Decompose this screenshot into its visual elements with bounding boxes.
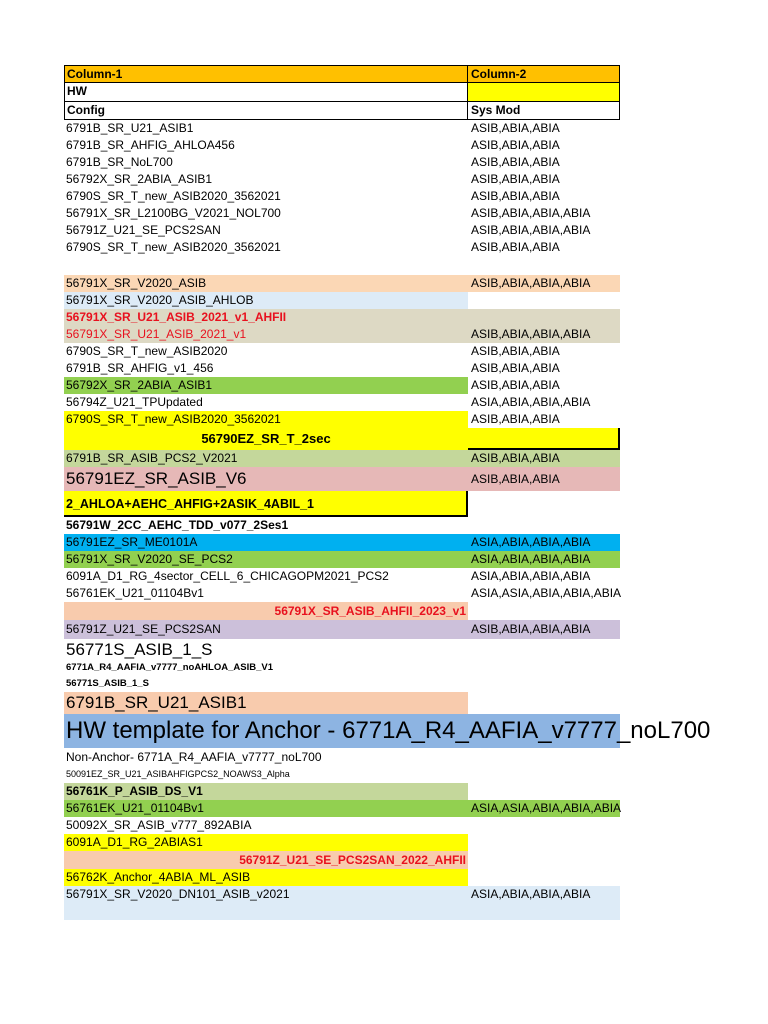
table-row: [64, 360, 620, 377]
column-2-header[interactable]: Column-2: [468, 65, 620, 83]
table-row: [64, 205, 620, 222]
config-cell[interactable]: 6791B_SR_U21_ASIB1: [64, 692, 468, 714]
sysmod-cell[interactable]: [468, 748, 620, 766]
table-row: [64, 602, 620, 620]
table-row: [64, 783, 620, 800]
sysmod-cell[interactable]: [468, 517, 620, 534]
sysmod-cell[interactable]: [468, 309, 620, 326]
sysmod-cell[interactable]: ASIB,ABIA,ABIA: [471, 138, 560, 152]
sysmod-cell[interactable]: [468, 692, 620, 714]
sysmod-cell[interactable]: [468, 256, 620, 275]
sysmod-cell[interactable]: ASIA,ASIA,ABIA,ABIA,ABIA: [468, 800, 620, 817]
table-row: [64, 639, 620, 660]
config-cell[interactable]: 2_AHLOA+AEHC_AHFIG+2ASIK_4ABIL_1: [64, 491, 468, 517]
table-row: [64, 171, 620, 188]
config-cell[interactable]: 56762K_Anchor_4ABIA_ML_ASIB: [64, 869, 468, 886]
sysmod-cell[interactable]: ASIB,ABIA,ABIA,ABIA: [468, 326, 620, 343]
sysmod-cell[interactable]: ASIB,ABIA,ABIA: [471, 378, 560, 392]
sysmod-cell[interactable]: ASIA,ABIA,ABIA,ABIA: [471, 569, 591, 583]
config-cell[interactable]: 6790S_SR_T_new_ASIB2020_3562021: [66, 189, 281, 203]
config-cell[interactable]: 56791X_SR_U21_ASIB_2021_v1: [64, 326, 468, 343]
sysmod-cell[interactable]: [468, 602, 620, 620]
table-row: [64, 120, 620, 137]
table-row: [64, 551, 620, 568]
hw-label[interactable]: HW: [64, 83, 468, 102]
table-row: [64, 620, 620, 639]
sysmod-label[interactable]: Sys Mod: [468, 102, 620, 120]
config-cell[interactable]: 6791B_SR_AHFIG_AHLOA456: [66, 138, 235, 152]
table-row: [64, 428, 620, 450]
config-cell[interactable]: 56792X_SR_2ABIA_ASIB1: [64, 377, 468, 394]
config-cell[interactable]: 56761K_P_ASIB_DS_V1: [64, 783, 468, 800]
table-row: [64, 886, 620, 920]
table-row: [64, 309, 620, 326]
config-cell[interactable]: 6771A_R4_AAFIA_v7777_noAHLOA_ASIB_V1: [66, 662, 273, 673]
config-cell[interactable]: 6791B_SR_AHFIG_v1_456: [66, 361, 214, 375]
sysmod-cell[interactable]: ASIA,ABIA,ABIA,ABIA: [468, 551, 620, 568]
sysmod-cell[interactable]: ASIA,ABIA,ABIA,ABIA: [468, 534, 620, 551]
sysmod-cell[interactable]: ASIB,ABIA,ABIA: [468, 467, 620, 491]
sysmod-cell[interactable]: [468, 851, 620, 869]
config-cell[interactable]: 56790EZ_SR_T_2sec: [64, 428, 468, 450]
config-cell[interactable]: 6791B_SR_NoL700: [66, 155, 173, 169]
sysmod-cell[interactable]: ASIB,ABIA,ABIA: [471, 240, 560, 254]
sysmod-cell[interactable]: ASIB,ABIA,ABIA,ABIA: [468, 275, 620, 292]
hw-value-cell[interactable]: [468, 83, 620, 102]
config-cell[interactable]: 56771S_ASIB_1_S: [66, 678, 149, 689]
sysmod-cell[interactable]: ASIA,ABIA,ABIA,ABIA: [468, 886, 620, 920]
sysmod-cell[interactable]: [468, 676, 620, 692]
config-cell[interactable]: 50092X_SR_ASIB_v777_892ABIA: [66, 818, 252, 832]
config-cell[interactable]: 56791EZ_SR_ME0101A: [64, 534, 468, 551]
config-cell[interactable]: 6790S_SR_T_new_ASIB2020_3562021: [66, 240, 281, 254]
table-row: [64, 377, 620, 394]
table-row: [64, 411, 620, 428]
sysmod-cell[interactable]: [468, 660, 620, 676]
sysmod-cell[interactable]: ASIA,ABIA,ABIA,ABIA: [471, 395, 591, 409]
sysmod-cell[interactable]: ASIB,ABIA,ABIA: [468, 450, 620, 467]
sysmod-cell[interactable]: ASIB,ABIA,ABIA: [471, 121, 560, 135]
table-row: [64, 800, 620, 817]
table-row: [64, 869, 620, 886]
table-row: [64, 467, 620, 491]
config-cell[interactable]: 56791W_2CC_AEHC_TDD_v077_2Ses1: [66, 518, 289, 532]
table-row: [64, 660, 620, 676]
table-row: [64, 326, 620, 343]
table-row: [64, 851, 620, 869]
config-cell[interactable]: 6091A_D1_RG_2ABIAS1: [64, 834, 468, 851]
config-cell[interactable]: HW template for Anchor - 6771A_R4_AAFIA_v7777_noL700: [64, 714, 620, 748]
config-cell[interactable]: 6790S_SR_T_new_ASIB2020_3562021: [64, 411, 468, 428]
config-cell[interactable]: [64, 256, 468, 275]
config-cell[interactable]: 56791X_SR_L2100BG_V2021_NOL700: [66, 206, 281, 220]
config-cell[interactable]: 56771S_ASIB_1_S: [66, 640, 213, 659]
table-row: [64, 491, 620, 517]
table-row: [64, 256, 620, 275]
table-row: [64, 154, 620, 171]
sysmod-cell[interactable]: [468, 639, 620, 660]
table-row: [64, 568, 620, 585]
table-row: [64, 239, 620, 256]
table-row: [64, 517, 620, 534]
config-cell[interactable]: 56791EZ_SR_ASIB_V6: [64, 467, 468, 491]
config-cell[interactable]: 56791X_SR_V2020_SE_PCS2: [64, 551, 468, 568]
sysmod-cell[interactable]: [468, 817, 620, 834]
sysmod-cell[interactable]: [468, 491, 620, 517]
table-row: [64, 188, 620, 205]
config-cell[interactable]: 6791B_SR_U21_ASIB1: [66, 121, 194, 135]
sysmod-cell[interactable]: [468, 869, 620, 886]
sysmod-cell[interactable]: [468, 783, 620, 800]
sysmod-cell[interactable]: [620, 714, 623, 748]
table-row: [64, 222, 620, 239]
table-row: [64, 766, 620, 783]
sysmod-cell[interactable]: ASIB,ABIA,ABIA: [471, 412, 560, 426]
table-row: [64, 137, 620, 154]
table-row: [64, 585, 620, 602]
table-row: [64, 676, 620, 692]
config-cell[interactable]: 6791B_SR_ASIB_PCS2_V2021: [64, 450, 468, 467]
sysmod-cell[interactable]: ASIA,ASIA,ABIA,ABIA,ABIA: [471, 586, 622, 600]
config-cell[interactable]: 50091EZ_SR_U21_ASIBAHFIGPCS2_NOAWS3_Alpha: [66, 769, 290, 779]
config-cell[interactable]: 56761EK_U21_01104Bv1: [66, 586, 204, 600]
sysmod-cell[interactable]: ASIB,ABIA,ABIA,ABIA: [471, 206, 591, 220]
config-cell[interactable]: 56791X_SR_ASIB_AHFII_2023_v1: [64, 602, 468, 620]
sysmod-cell[interactable]: ASIB,ABIA,ABIA: [471, 172, 560, 186]
column-1-header[interactable]: Column-1: [64, 65, 468, 83]
config-cell[interactable]: 56791Z_U21_SE_PCS2SAN: [64, 620, 468, 639]
table-row: [64, 692, 620, 714]
config-label[interactable]: Config: [64, 102, 468, 120]
config-cell[interactable]: 6790S_SR_T_new_ASIB2020: [66, 344, 228, 358]
table-row: [64, 292, 620, 309]
sysmod-cell[interactable]: [468, 834, 620, 851]
config-cell[interactable]: 56791Z_U21_SE_PCS2SAN_2022_AHFII: [64, 851, 468, 869]
header-row-columns: [64, 65, 620, 83]
sysmod-cell[interactable]: [468, 292, 620, 309]
table-row: [64, 343, 620, 360]
config-cell[interactable]: 56791X_SR_V2020_DN101_ASIB_v2021: [64, 886, 468, 920]
sysmod-cell[interactable]: ASIB,ABIA,ABIA: [471, 361, 560, 375]
sysmod-cell[interactable]: ASIB,ABIA,ABIA,ABIA: [468, 620, 620, 639]
table-row: [64, 394, 620, 411]
config-cell[interactable]: 56791X_SR_U21_ASIB_2021_v1_AHFII: [64, 309, 468, 326]
spreadsheet: [64, 65, 711, 920]
config-cell[interactable]: 56794Z_U21_TPUpdated: [66, 395, 203, 409]
sysmod-cell[interactable]: ASIB,ABIA,ABIA: [471, 344, 560, 358]
sysmod-cell[interactable]: [468, 766, 620, 783]
config-cell[interactable]: 56761EK_U21_01104Bv1: [64, 800, 468, 817]
table-row: [64, 834, 620, 851]
table-row: [64, 534, 620, 551]
header-row-hw: [64, 83, 620, 102]
config-cell[interactable]: 56791Z_U21_SE_PCS2SAN: [66, 223, 221, 237]
sysmod-cell[interactable]: ASIB,ABIA,ABIA,ABIA: [471, 223, 591, 237]
table-row: [64, 714, 711, 748]
config-cell[interactable]: 56791X_SR_V2020_ASIB_AHLOB: [64, 292, 468, 309]
table-row: [64, 275, 620, 292]
sysmod-cell[interactable]: ASIB,ABIA,ABIA: [471, 155, 560, 169]
table-row: [64, 450, 620, 467]
config-cell[interactable]: 56791X_SR_V2020_ASIB: [64, 275, 468, 292]
header-row-config: [64, 102, 620, 120]
sysmod-cell[interactable]: ASIB,ABIA,ABIA: [471, 189, 560, 203]
table-row: [64, 817, 620, 834]
config-cell[interactable]: 56792X_SR_2ABIA_ASIB1: [66, 172, 213, 186]
table-row: [64, 748, 620, 766]
config-cell[interactable]: 6091A_D1_RG_4sector_CELL_6_CHICAGOPM2021_PCS2: [66, 569, 389, 583]
sysmod-cell[interactable]: [468, 428, 620, 450]
config-cell[interactable]: Non-Anchor- 6771A_R4_AAFIA_v7777_noL700: [66, 750, 322, 764]
